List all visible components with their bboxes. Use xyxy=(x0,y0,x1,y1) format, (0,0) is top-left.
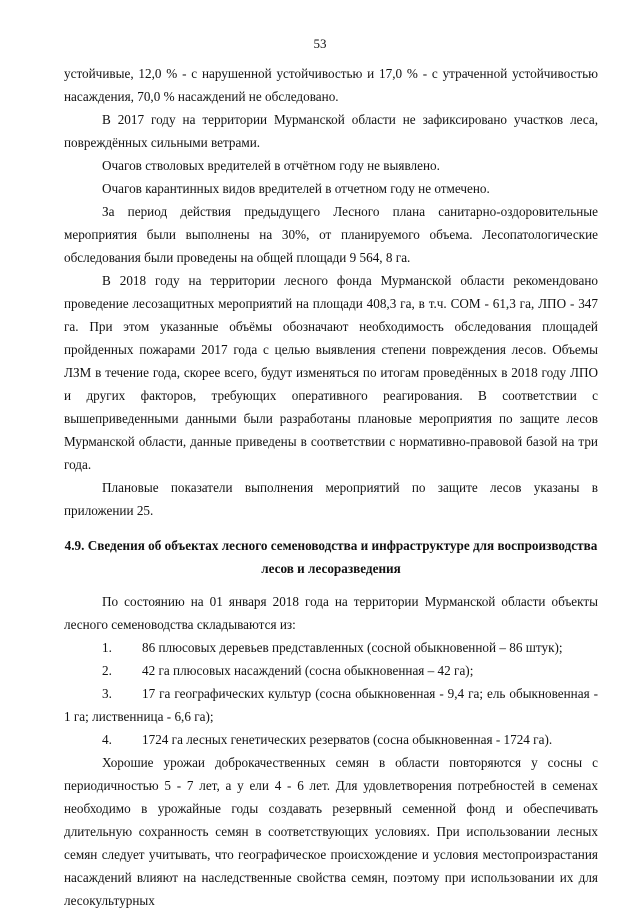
list-item xyxy=(64,636,598,659)
paragraph-quarantine-pests: Очагов карантинных видов вредителей в отчетном году не отмечено. xyxy=(102,181,490,196)
list-item-text: 17 га географических культур (сосна обыкновенная - 9,4 га; ель обыкновенная - 1 га; лиственница - 6,6 га); xyxy=(64,686,598,724)
list-item-number: 4. xyxy=(102,732,112,747)
paragraph-stem-pests: Очагов стволовых вредителей в отчётном году не выявлено. xyxy=(102,158,440,173)
paragraph-2018-measures: В 2018 году на территории лесного фонда Мурманской области рекомендовано проведение лесозащитных мероприятий на площади 408,3 га, в т.ч. СОМ - 61,3 га, ЛПО - 347 га. При этом указанные объёмы обозначают необходимость обследования площадей пройденных пожарами 2017 года с целью выявления степени повреждения лесов. Объемы ЛЗМ в течение года, скорее всего, будут изменяться по итогам проведённых в 2018 году ЛПО и других факторов, требующих оперативного реагирования. В соответствии с вышеприведенными данными были разработаны плановые мероприятия по защите лесов Мурманской области, данные приведены в соответствии с нормативно-правовой базой на три года. xyxy=(64,273,598,472)
page-number: 53 xyxy=(313,36,327,51)
list-item-text: 86 плюсовых деревьев представленных (сосной обыкновенной – 86 штук); xyxy=(142,640,563,655)
list-item-text: 42 га плюсовых насаждений (сосна обыкновенная – 42 га); xyxy=(142,663,474,678)
list-item-number: 1. xyxy=(102,640,112,655)
paragraph-stability: устойчивые, 12,0 % - с нарушенной устойчивостью и 17,0 % - с утраченной устойчивостью насаждения, 70,0 % насаждений не обследовано. xyxy=(64,66,598,104)
list-item-text: 1724 га лесных генетических резерватов (сосна обыкновенная - 1724 га). xyxy=(142,732,553,747)
list-item xyxy=(64,659,598,682)
paragraph-previous-plan: За период действия предыдущего Лесного плана санитарно-оздоровительные мероприятия были выполнены на 30%, от планируемого объема. Лесопатологические обследования были проведены на общей площади 9 564, 8 га. xyxy=(64,204,598,265)
list-item-number: 3. xyxy=(102,686,112,701)
paragraph-seed-harvests: Хорошие урожаи доброкачественных семян в области повторяются у сосны с периодичностью 5 - 7 лет, а у ели 4 - 6 лет. Для удовлетворения потребностей в семенах необходимо в урожайные годы создавать резервный семенной фонд и обеспечивать длительную сохранность семян в соответствующих условиях. При использовании лесных семян следует учитывать, что географическое происхождение и условия местопроизрастания насаждений влияют на наследственные свойства семян, поэтому при использовании их для лесокультурных xyxy=(64,755,598,908)
document-body xyxy=(64,62,598,912)
paragraph-wind-damage: В 2017 году на территории Мурманской области не зафиксировано участков леса, повреждённых сильными ветрами. xyxy=(64,112,598,150)
paragraph-planned-indicators: Плановые показатели выполнения мероприятий по защите лесов указаны в приложении 25. xyxy=(64,480,598,518)
list-item-number: 2. xyxy=(102,663,112,678)
paragraph-seed-objects-intro: По состоянию на 01 января 2018 года на территории Мурманской области объекты лесного семеноводства складываются из: xyxy=(64,594,598,632)
list-item xyxy=(64,682,598,728)
section-heading: 4.9. Сведения об объектах лесного семеноводства и инфраструктуре для воспроизводства лесов и лесоразведения xyxy=(64,538,598,576)
list-item xyxy=(64,728,598,751)
